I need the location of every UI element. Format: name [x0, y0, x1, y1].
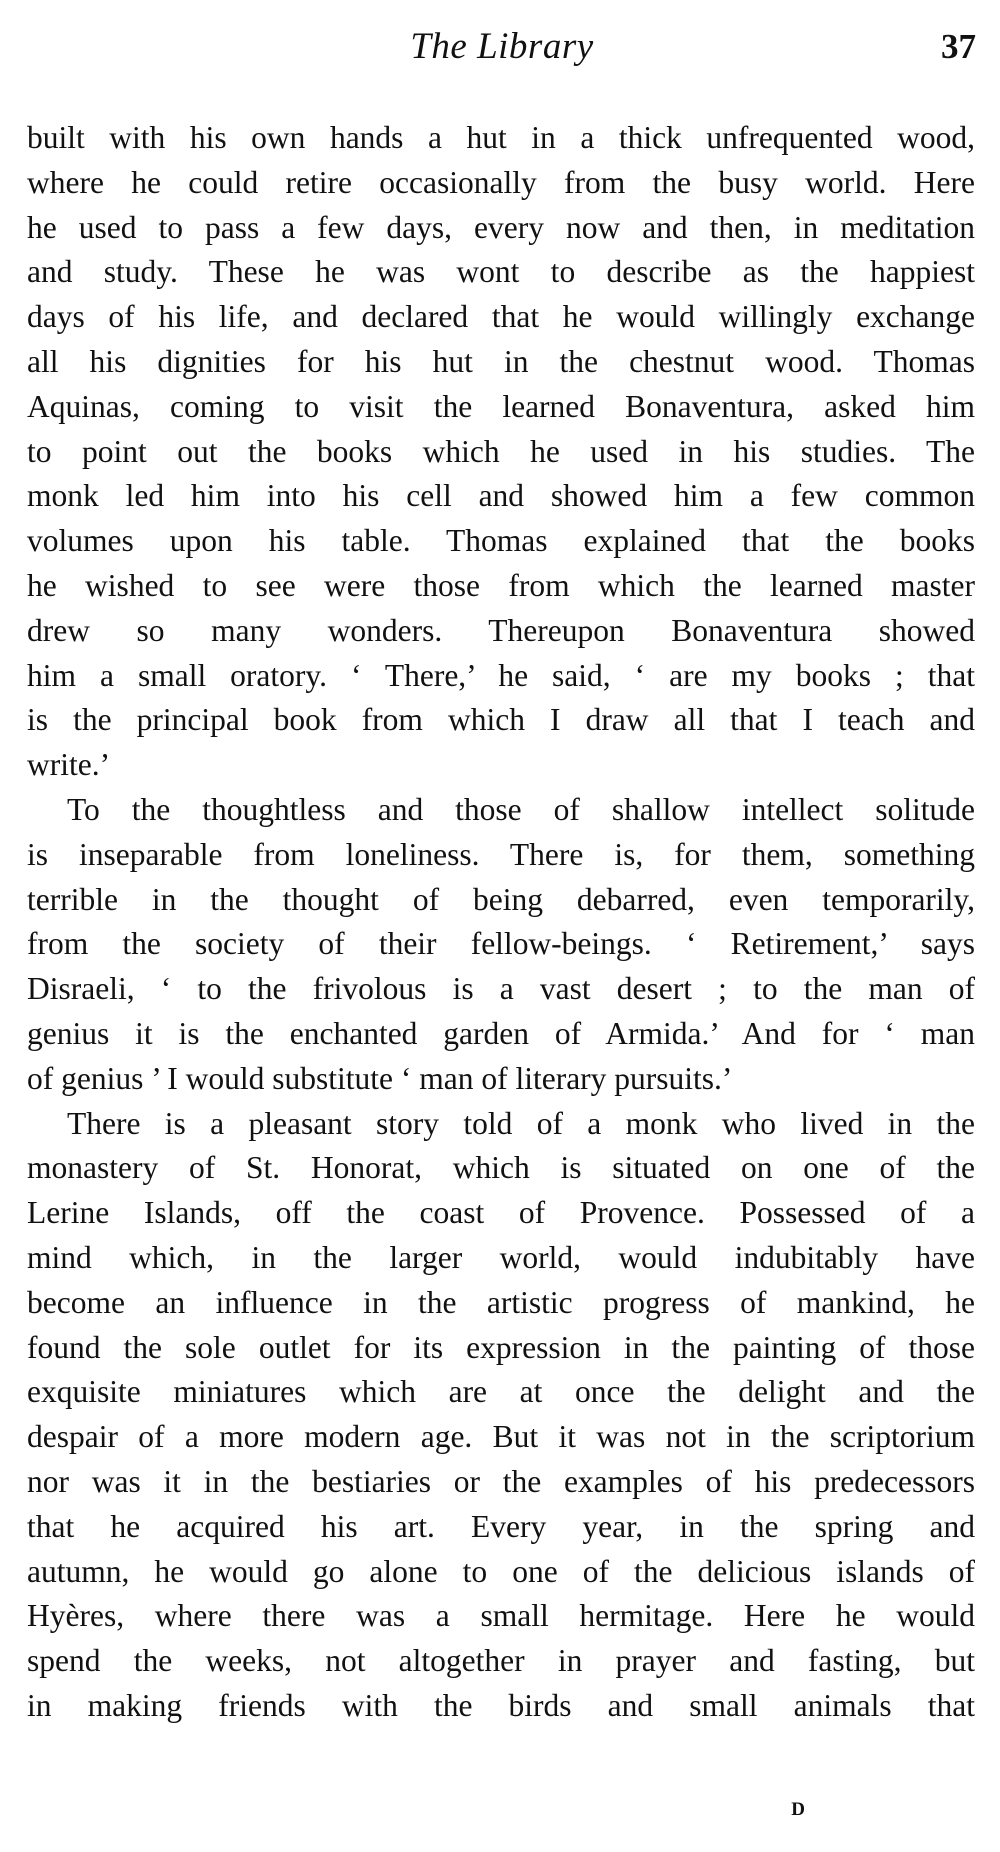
body-text [27, 116, 975, 1729]
text-line: days of his life, and declared that he would willingly exchange [27, 299, 975, 335]
text-line: nor was it in the bestiaries or the examples of his predecessors [27, 1463, 975, 1499]
page-number: 37 [941, 27, 976, 66]
text-line: monk led him into his cell and showed him a few common [27, 478, 975, 514]
paragraph-start-line: There is a pleasant story told of a monk who lived in the [67, 1105, 975, 1141]
text-line: drew so many wonders. Thereupon Bonaventura showed [27, 612, 975, 648]
paragraph-end-line: write.’ [27, 747, 111, 783]
text-line: to point out the books which he used in his studies. The [27, 433, 975, 469]
text-line: where he could retire occasionally from the busy world. Here [27, 164, 975, 200]
text-line: volumes upon his table. Thomas explained that the books [27, 523, 975, 559]
text-line: he used to pass a few days, every now and then, in meditation [27, 209, 975, 245]
text-line: become an influence in the artistic progress of mankind, he [27, 1284, 975, 1320]
text-line: is the principal book from which I draw all that I teach and [27, 702, 975, 738]
text-line: all his dignities for his hut in the chestnut wood. Thomas [27, 343, 975, 379]
paragraph-end-line: of genius ’ I would substitute ‘ man of literary pursuits.’ [27, 1060, 733, 1096]
running-head [28, 22, 976, 72]
text-line: Lerine Islands, off the coast of Provence. Possessed of a [27, 1195, 975, 1231]
text-line: Hyères, where there was a small hermitage. Here he would [27, 1598, 975, 1634]
text-line: monastery of St. Honorat, which is situated on one of the [27, 1150, 975, 1186]
text-line: exquisite miniatures which are at once the delight and the [27, 1374, 975, 1410]
text-line: Disraeli, ‘ to the frivolous is a vast desert ; to the man of [27, 971, 975, 1007]
text-line: found the sole outlet for its expression in the painting of those [27, 1329, 975, 1365]
text-line: he wished to see were those from which the learned master [27, 567, 975, 603]
text-line: despair of a more modern age. But it was not in the scriptorium [27, 1419, 975, 1455]
text-line: built with his own hands a hut in a thick unfrequented wood, [27, 120, 975, 155]
text-line: is inseparable from loneliness. There is, for them, something [27, 836, 975, 872]
text-line: mind which, in the larger world, would indubitably have [27, 1239, 975, 1275]
text-line: from the society of their fellow-beings. ‘ Retirement,’ says [27, 926, 975, 962]
signature-mark: D [791, 1799, 806, 1820]
text-line: genius it is the enchanted garden of Armida.’ And for ‘ man [27, 1015, 975, 1051]
text-line: and study. These he was wont to describe as the happiest [27, 254, 975, 290]
text-line: Aquinas, coming to visit the learned Bonaventura, asked him [27, 388, 975, 424]
text-line: in making friends with the birds and small animals that [27, 1687, 975, 1723]
text-line: autumn, he would go alone to one of the delicious islands of [27, 1553, 975, 1589]
text-line: him a small oratory. ‘ There,’ he said, ‘ are my books ; that [27, 657, 975, 693]
paragraph-start-line: To the thoughtless and those of shallow intellect solitude [67, 791, 975, 827]
text-line: that he acquired his art. Every year, in the spring and [27, 1508, 975, 1544]
text-line: terrible in the thought of being debarred, even temporarily, [27, 881, 975, 917]
text-line: spend the weeks, not altogether in prayer and fasting, but [27, 1643, 975, 1679]
running-title: The Library [410, 26, 594, 67]
